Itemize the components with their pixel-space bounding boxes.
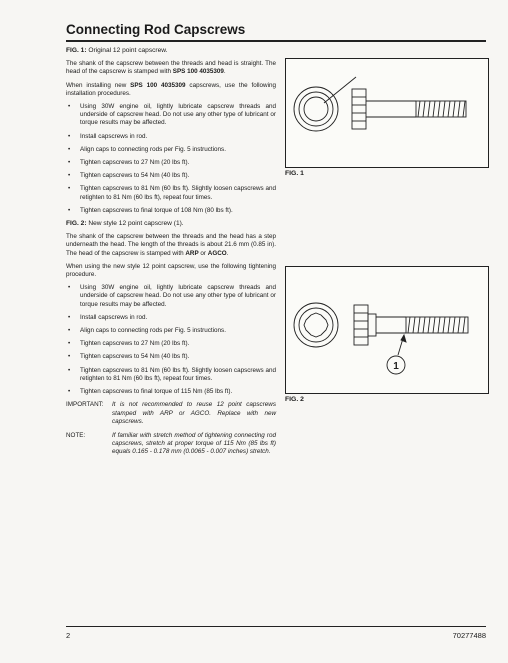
- note-label: NOTE:: [66, 431, 86, 439]
- list-item: • Tighten capscrews to 54 Nm (40 lbs ft).: [66, 172, 276, 180]
- capscrew-original-drawing: [286, 59, 488, 167]
- fig2-intro: When using the new style 12 point capscrew, use the following tightening procedure.: [66, 262, 276, 279]
- note-text: If familiar with stretch method of tightening connecting rod capscrews, stretch at proper torque of 115 Nm (85 lbs ft) equals 0.165 - 0.178 mm (0.0065 - 0.007 inches) stretch.: [112, 431, 276, 456]
- page-title: Connecting Rod Capscrews: [66, 22, 246, 37]
- fig2-illustration: [285, 266, 489, 394]
- important-text: It is not recommended to reuse 12 point capscrews stamped with ARP or AGCO. Replace with new capscrews.: [112, 401, 276, 425]
- fig2-caption: FIG. 2: [285, 396, 304, 403]
- fig1-description: The shank of the capscrew between the threads and head is straight. The head of the capscrew is stamped with SPS 100 4035309.: [66, 60, 276, 76]
- fig2-steps: [66, 284, 276, 396]
- fig1-steps: [66, 103, 276, 215]
- fig1-heading-text: Original 12 point capscrew.: [88, 47, 168, 54]
- list-item: • Tighten capscrews to 27 Nm (20 lbs ft).: [66, 340, 276, 348]
- page-number: 2: [66, 631, 71, 640]
- list-item: • Install capscrews in rod.: [66, 314, 276, 322]
- fig2-description: The shank of the capscrew between the threads and the head has a step underneath the head. The length of the threads is about 21.6 mm (0.85 in). The head of the capscrew is stamped with ARP or AGCO.: [66, 233, 276, 257]
- list-item: • Tighten capscrews to final torque of 115 Nm (85 lbs ft).: [66, 388, 276, 396]
- list-item: • Tighten capscrews to 81 Nm (60 lbs ft). Slightly loosen capscrews and retighten to 81 Nm (60 lbs ft), repeat four times.: [66, 185, 276, 201]
- stretch-note: [66, 432, 276, 457]
- fig1-caption: FIG. 1: [285, 170, 304, 177]
- capscrew-new-style-drawing: [286, 267, 488, 393]
- list-item: • Align caps to connecting rods per Fig. 5 instructions.: [66, 146, 276, 154]
- fig1-heading: [66, 47, 276, 55]
- list-item: • Install capscrews in rod.: [66, 133, 276, 141]
- footer-rule: [66, 626, 486, 627]
- list-item: • Tighten capscrews to final torque of 108 Nm (80 lbs ft).: [66, 207, 276, 215]
- important-label: IMPORTANT:: [66, 401, 104, 409]
- title-rule: [66, 40, 486, 42]
- fig2-heading-text: New style 12 point capscrew (1).: [88, 220, 184, 228]
- fig2-heading: [66, 220, 276, 228]
- list-item: • Using 30W engine oil, lightly lubricate capscrew threads and underside of capscrew head. Do not use any other type of lubricant or torque results may be affected.: [66, 103, 276, 128]
- list-item: • Using 30W engine oil, lightly lubricate capscrew threads and underside of capscrew head. Do not use any other type of lubricant or torque results may be affected.: [66, 284, 276, 309]
- callout-number: 1: [393, 361, 399, 372]
- text-column: [66, 47, 276, 463]
- fig1-illustration: [285, 58, 489, 168]
- list-item: • Tighten capscrews to 81 Nm (60 lbs ft). Slightly loosen capscrews and retighten to 81 Nm (60 lbs ft), repeat four times.: [66, 367, 276, 383]
- list-item: • Align caps to connecting rods per Fig. 5 instructions.: [66, 327, 276, 335]
- list-item: • Tighten capscrews to 27 Nm (20 lbs ft).: [66, 159, 276, 167]
- fig2-heading-label: FIG. 2:: [66, 220, 87, 228]
- important-note: [66, 401, 276, 426]
- list-item: • Tighten capscrews to 54 Nm (40 lbs ft).: [66, 353, 276, 361]
- document-number: 70277488: [452, 631, 486, 640]
- fig1-intro: When installing new SPS 100 4035309 capscrews, use the following installation procedures.: [66, 81, 276, 97]
- fig1-heading-label: FIG. 1:: [66, 47, 87, 54]
